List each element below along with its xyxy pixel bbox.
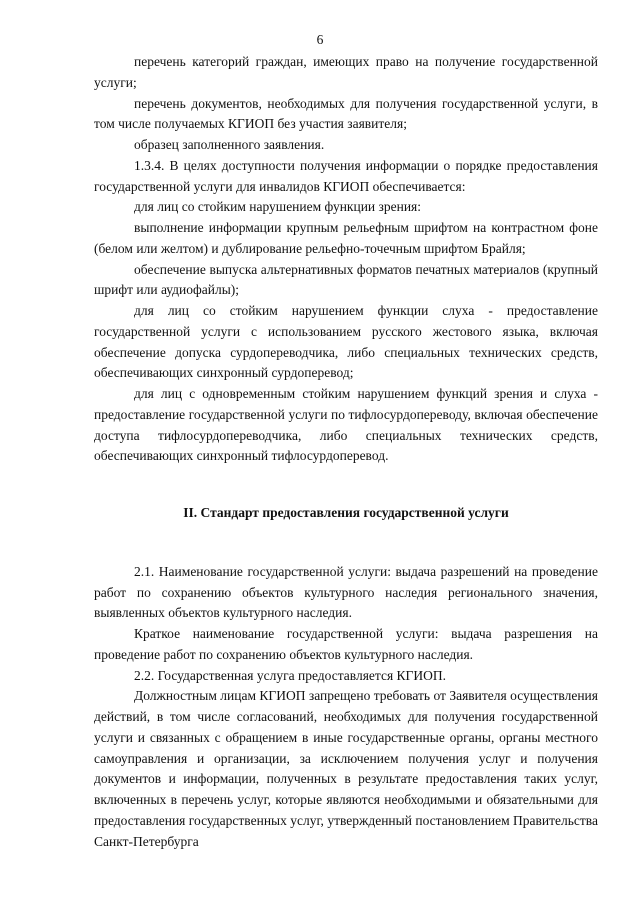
paragraph: обеспечение выпуска альтернативных форматов печатных материалов (крупный шрифт или аудиофайлы);	[94, 261, 598, 298]
paragraph: выполнение информации крупным рельефным шрифтом на контрастном фоне (белом или желтом) и дублирование рельефно-точечным шрифтом Брайля;	[94, 220, 598, 256]
paragraph: для лиц со стойким нарушением функции зрения:	[134, 199, 422, 215]
paragraph: 2.1. Наименование государственной услуги: выдача разрешений на проведение работ по сохранению объектов культурного наследия регионального значения, выявленных объектов культурного наследия.	[94, 563, 598, 621]
paragraph: Краткое наименование государственной услуги: выдача разрешения на проведение работ по сохранению объектов культурного наследия.	[94, 626, 598, 662]
paragraph: для лиц с одновременным стойким нарушением функций зрения и слуха - предоставление государственной услуги по тифлосурдопереводу, включая обеспечение доступа тифлосурдопереводчика, либо специальных технических средств, обеспечивающих синхронный тифлосурдоперевод.	[94, 386, 598, 464]
paragraph: 2.2. Государственная услуга предоставляется КГИОП.	[134, 667, 446, 683]
paragraph: 1.3.4. В целях доступности получения информации о порядке предоставления государственной услуги для инвалидов КГИОП обеспечивается:	[94, 157, 598, 194]
paragraph: для лиц со стойким нарушением функции слуха - предоставление государственной услуги с использованием русского жестового языка, включая обеспечение допуска сурдопереводчика, либо специальных технических средств, обеспечивающих синхронный сурдоперевод;	[94, 303, 598, 381]
paragraph: Должностным лицам КГИОП запрещено требовать от Заявителя осуществления действий, в том числе согласований, необходимых для получения государственной услуги и связанных с обращением в иные государственные органы, органы местного самоуправления и организации, за исключением получения услуг и получения документов и информации, полученных в результате предоставления таких услуг, включенных в перечень услуг, которые являются необходимыми и обязательными для предоставления государственных услуг, утвержденный постановлением Правительства Санкт-Петербурга	[94, 688, 598, 849]
page-number: 6	[316, 32, 324, 47]
section-heading: II. Стандарт предоставления государственной услуги	[183, 505, 509, 520]
paragraph: перечень документов, необходимых для получения государственной услуги, в том числе получаемых КГИОП без участия заявителя;	[94, 95, 598, 132]
paragraph: образец заполненного заявления.	[134, 137, 325, 152]
paragraph: перечень категорий граждан, имеющих право на получение государственной услуги;	[94, 54, 598, 90]
document-body	[94, 52, 598, 852]
